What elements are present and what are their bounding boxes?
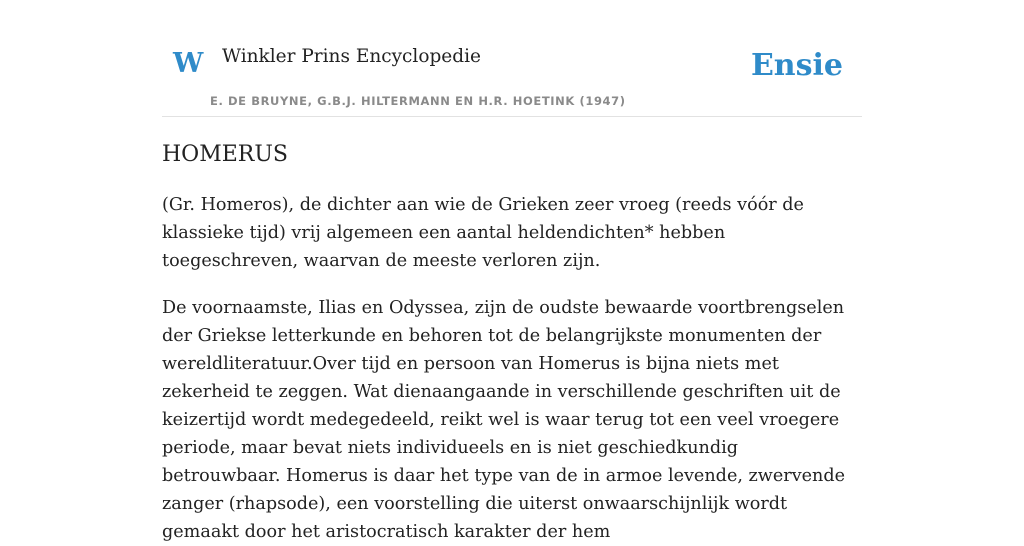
ensie-logo[interactable]: Ensie [750, 48, 843, 83]
source-header [162, 0, 862, 117]
article-paragraph-1: (Gr. Homeros), de dichter aan wie de Grieken zeer vroeg (reeds vóór de klassieke tijd) vrij algemeen een aantal heldendichten* hebben toegeschreven, waarvan de meeste verloren zijn. [162, 195, 804, 272]
article-headword: HOMERUS [162, 142, 288, 167]
article-paragraph-2: De voornaamste, Ilias en Odyssea, zijn de oudste bewaarde voortbrengselen der Griekse letterkunde en behoren tot de belangrijkste monumenten der wereldliteratuur.Over tijd en persoon van Homerus is bijna niets met zekerheid te zeggen. Wat dienaangaande in verschillende geschriften uit de keizertijd wordt medegedeeld, reikt wel is waar terug tot een veel vroegere periode, maar bevat niets individueels en is niet geschiedkundig betrouwbaar. Homerus is daar het type van de in armoe levende, zwervende zanger (rhapsode), een voorstelling die uiterst onwaarschijnlijk wordt gemaakt door het aristocratisch karakter der hem [162, 298, 846, 543]
source-authors: E. DE BRUYNE, G.B.J. HILTERMANN EN H.R. HOETINK (1947) [210, 94, 626, 108]
winkler-prins-logo[interactable]: W [173, 48, 204, 79]
source-title[interactable]: Winkler Prins Encyclopedie [222, 46, 481, 67]
page [162, 0, 862, 546]
